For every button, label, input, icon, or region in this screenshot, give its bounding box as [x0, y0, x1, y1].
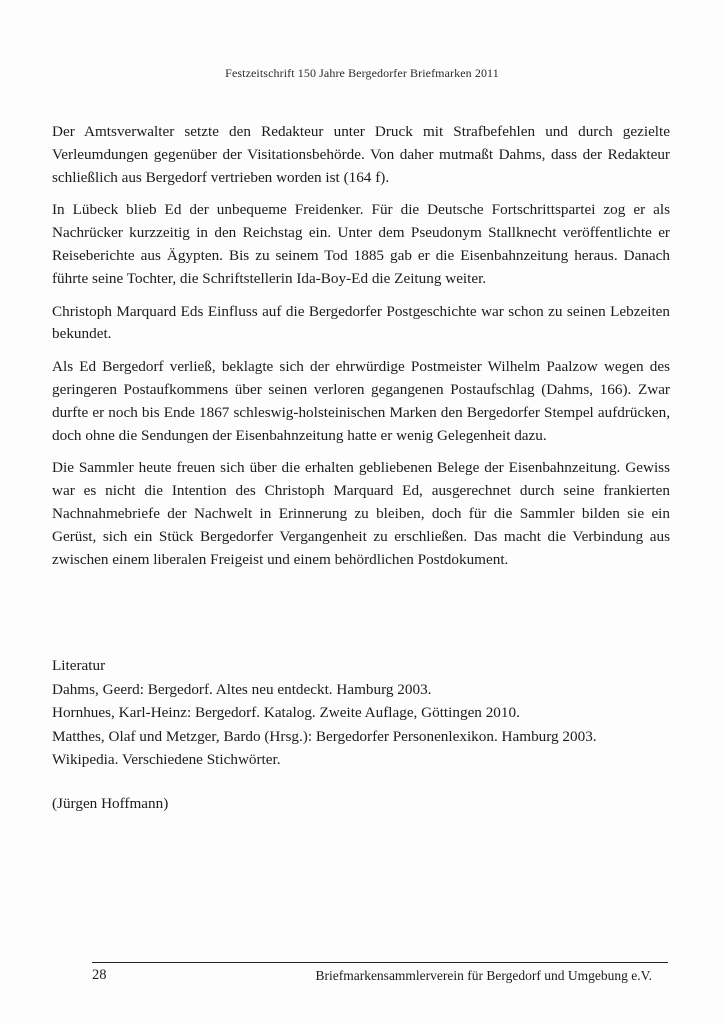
literature-entry: Dahms, Geerd: Bergedorf. Altes neu entdeckt. Hamburg 2003.	[52, 680, 432, 698]
paragraph: Als Ed Bergedorf verließ, beklagte sich der ehrwürdige Postmeister Wilhelm Paalzow wegen des geringeren Postaufkommens über seinen verloren gegangenen Postaufschlag (Dahms, 166). Zwar durfte er noch bis Ende 1867 schleswig-holsteinischen Marken den Bergedorfer Stempel aufdrücken, doch ohne die Sendungen der Eisenbahnzeitung hatte er wenig Gelegenheit dazu.	[52, 358, 670, 444]
literature-entry: Wikipedia. Verschiedene Stichwörter.	[52, 751, 281, 768]
running-head: Festzeitschrift 150 Jahre Bergedorfer Briefmarken 2011	[225, 66, 499, 80]
paragraph: Christoph Marquard Eds Einfluss auf die Bergedorfer Postgeschichte war schon zu seinen Lebzeiten bekundet.	[52, 302, 670, 343]
literature-entry: Matthes, Olaf und Metzger, Bardo (Hrsg.): Bergedorfer Personenlexikon. Hamburg 2003.	[52, 727, 597, 745]
footer-organization: Briefmarkensammlerverein für Bergedorf und Umgebung e.V.	[315, 968, 652, 983]
page-number: 28	[92, 967, 107, 983]
footer-divider	[92, 962, 668, 963]
literature-section	[52, 654, 682, 772]
literature-entry: Hornhues, Karl-Heinz: Bergedorf. Katalog. Zweite Auflage, Göttingen 2010.	[52, 704, 520, 721]
paragraph: Der Amtsverwalter setzte den Redakteur unter Druck mit Strafbefehlen und durch gezielte Verleumdungen gegenüber der Visitationsbehörde. Von daher mutmaßt Dahms, dass der Redakteur schließlich aus Bergedorf vertrieben worden ist (164 f).	[52, 123, 670, 186]
paragraph: In Lübeck blieb Ed der unbequeme Freidenker. Für die Deutsche Fortschrittspartei zog er als Nachrücker kurzzeitig in den Reichstag ein. Unter dem Pseudonym Stallknecht veröffentlichte er Reiseberichte aus Ägypten. Bis zu seinem Tod 1885 gab er die Eisenbahnzeitung heraus. Danach führte seine Tochter, die Schriftstellerin Ida-Boy-Ed die Zeitung weiter.	[52, 201, 670, 287]
article-body	[52, 121, 670, 581]
author-signature: (Jürgen Hoffmann)	[52, 795, 169, 812]
paragraph: Die Sammler heute freuen sich über die erhalten gebliebenen Belege der Eisenbahnzeitung. Gewiss war es nicht die Intention des Christoph Marquard Ed, ausgerechnet durch seine frankierten Nachnahmebriefe der Nachwelt in Erinnerung zu bleiben, doch für die Sammler bilden sie ein Gerüst, sich ein Stück Bergedorfer Vergangenheit zu erschließen. Das macht die Verbindung aus zwischen einem liberalen Freigeist und einem behördlichen Postdokument.	[52, 459, 670, 568]
literature-heading: Literatur	[52, 657, 106, 674]
